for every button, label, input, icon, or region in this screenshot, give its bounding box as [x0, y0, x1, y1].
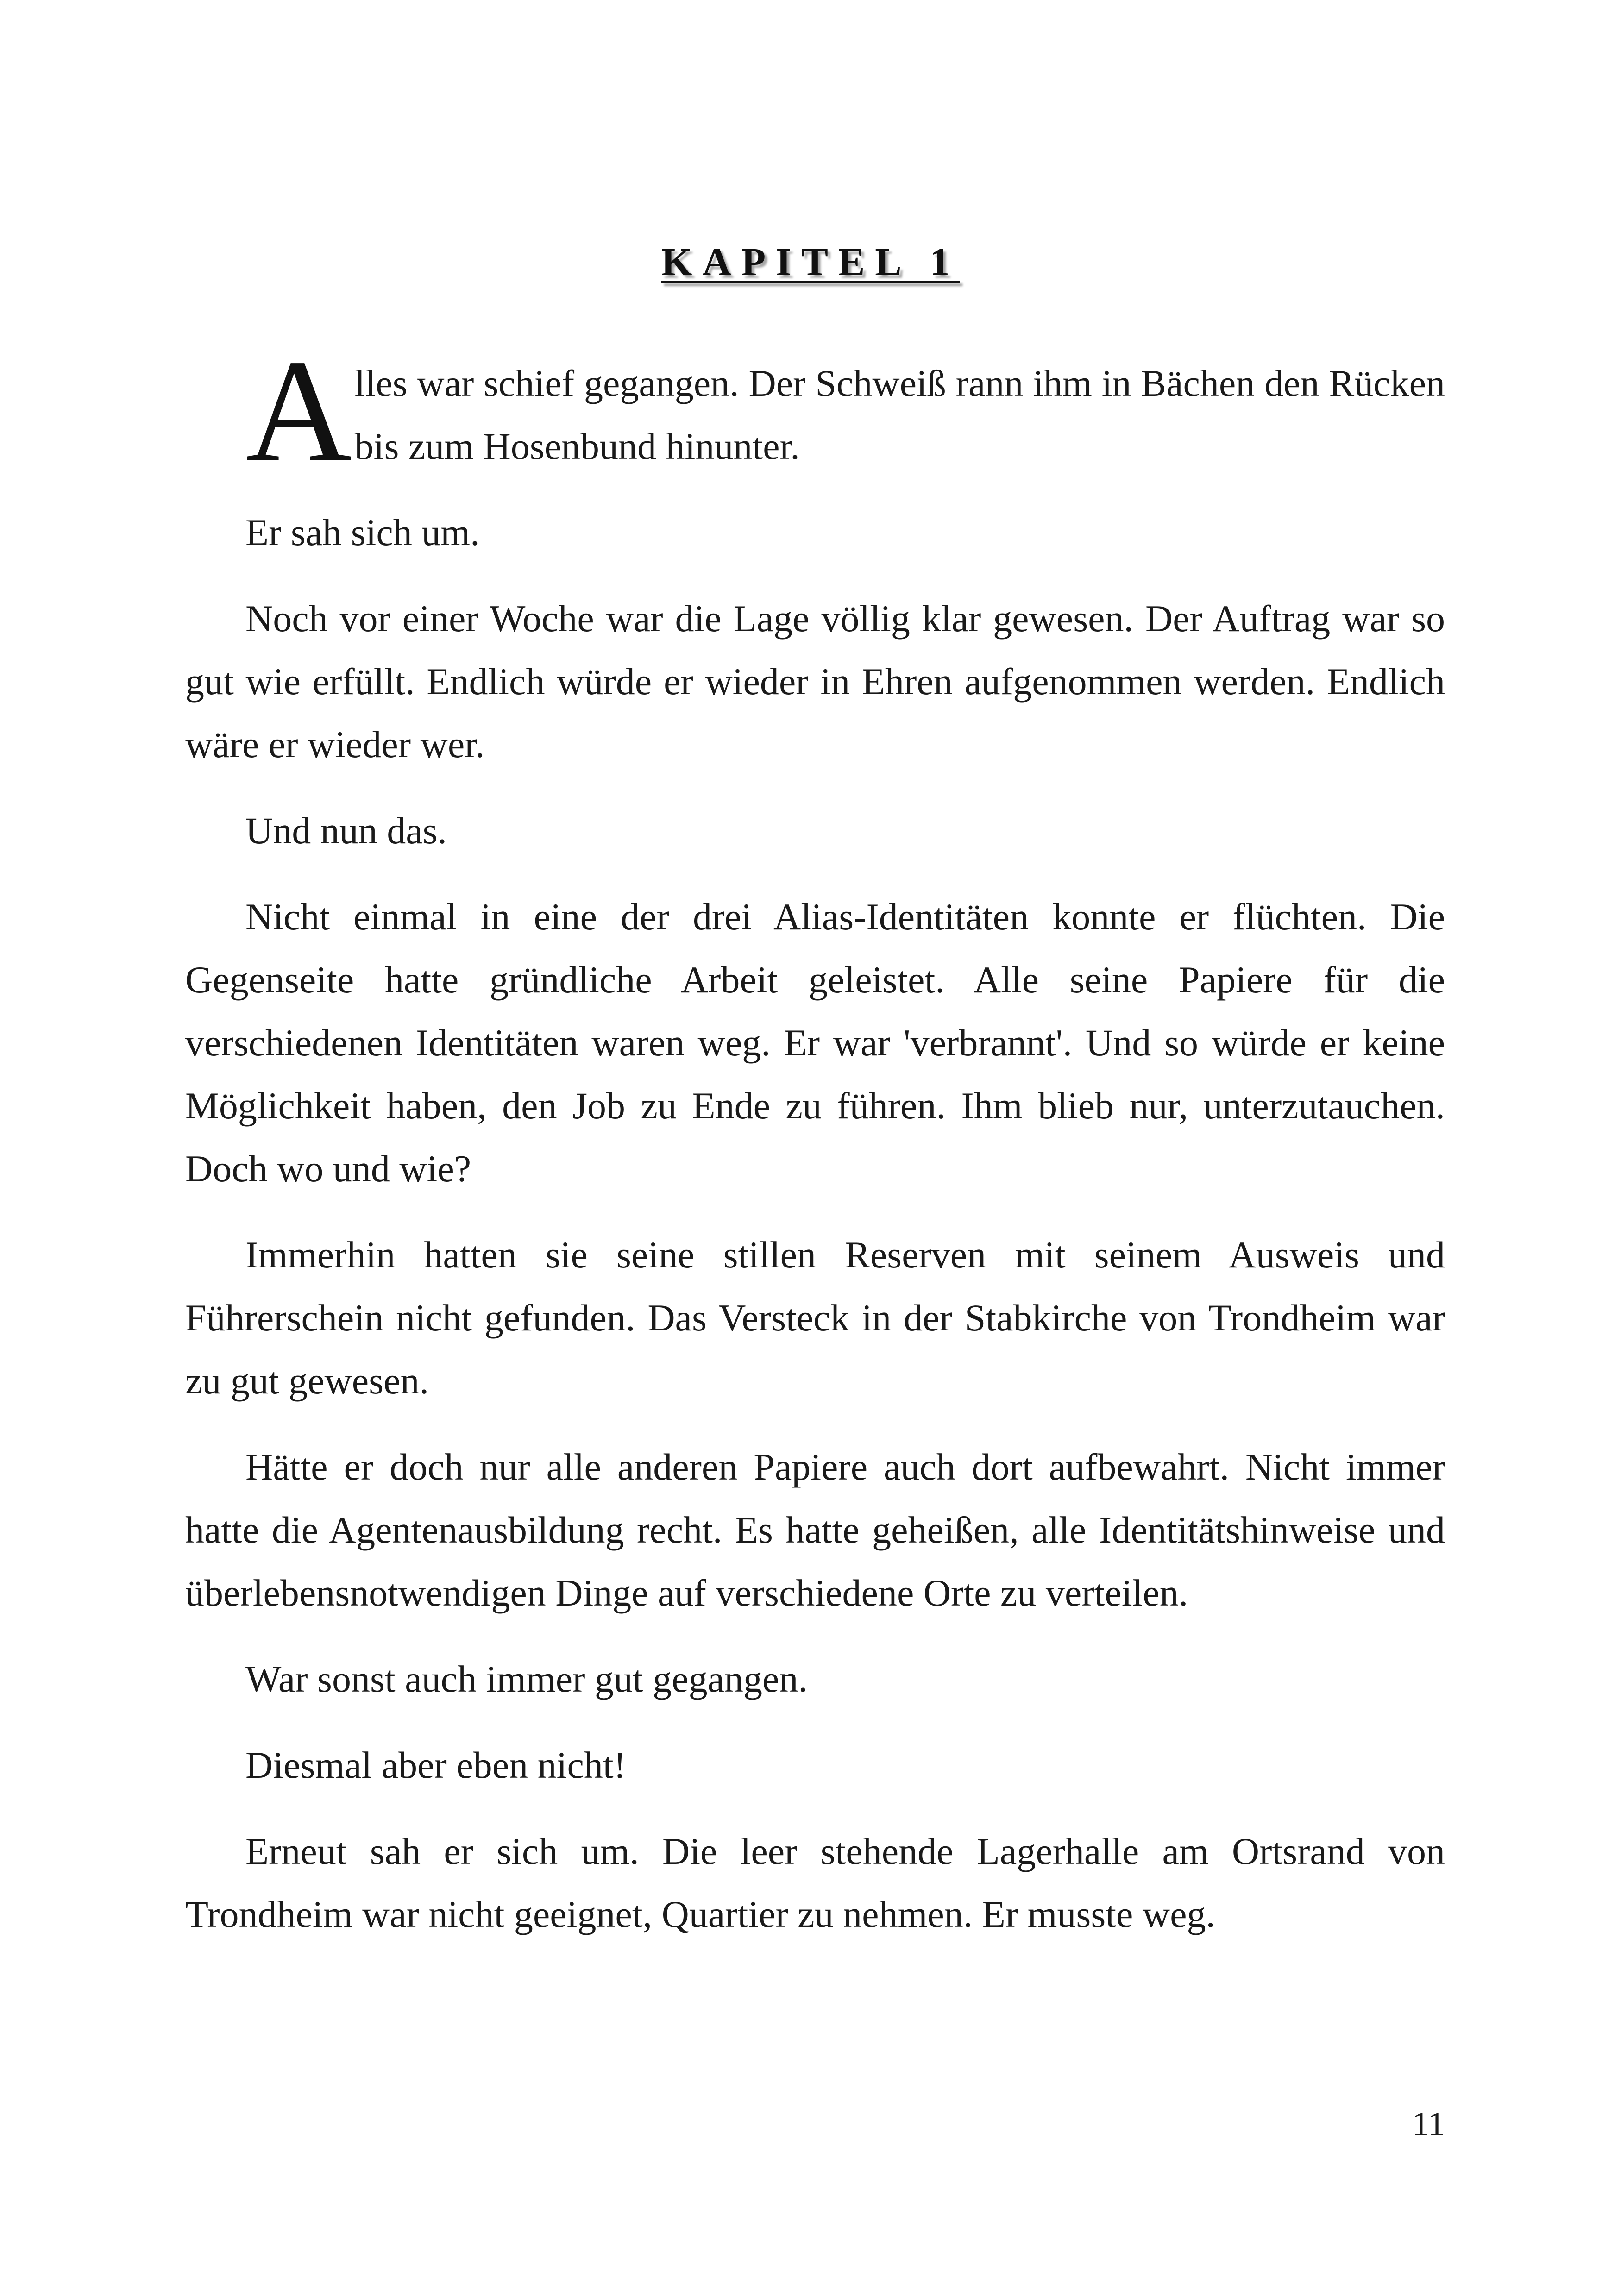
paragraph: Nicht einmal in eine der drei Alias-Identitäten konnte er flüchten. Die Gegenseite hatte gründliche Arbeit geleistet. Alle seine Papiere für die verschiedenen Identitäten waren weg. Er war 'verbrannt'. Und so würde er keine Möglichkeit haben, den Job zu Ende zu führen. Ihm blieb nur, unterzutauchen. Doch wo und wie?	[185, 896, 1445, 1190]
paragraph: Und nun das.	[245, 809, 447, 852]
page-number: 11	[1412, 2105, 1445, 2143]
opening-text: lles war schief gegangen. Der Schweiß rann ihm in Bächen den Rücken bis zum Hosenbund hinunter.	[354, 362, 1445, 467]
paragraph: Immerhin hatten sie seine stillen Reserven mit seinem Ausweis und Führerschein nicht gefunden. Das Versteck in der Stabkirche von Trondheim war zu gut gewesen.	[185, 1234, 1445, 1402]
paragraph: Noch vor einer Woche war die Lage völlig klar gewesen. Der Auftrag war so gut wie erfüllt. Endlich würde er wieder in Ehren aufgenommen werden. Endlich wäre er wieder wer.	[185, 597, 1445, 765]
paragraph: War sonst auch immer gut gegangen.	[245, 1658, 808, 1700]
chapter-title: KAPITEL 1	[661, 239, 960, 284]
opening-paragraph	[185, 329, 1445, 492]
paragraph: Diesmal aber eben nicht!	[245, 1744, 626, 1786]
paragraph: Hätte er doch nur alle anderen Papiere auch dort aufbewahrt. Nicht immer hatte die Agentenausbildung recht. Es hatte geheißen, alle Identitätshinweise und überlebensnotwendigen Dinge auf verschiedene Orte zu verteilen.	[185, 1446, 1445, 1614]
chapter-body	[185, 329, 1445, 1969]
paragraph: Erneut sah er sich um. Die leer stehende Lagerhalle am Ortsrand von Trondheim war nicht geeignet, Quartier zu nehmen. Er musste weg.	[185, 1830, 1445, 1935]
drop-cap: A	[245, 329, 352, 492]
paragraph: Er sah sich um.	[245, 511, 480, 553]
